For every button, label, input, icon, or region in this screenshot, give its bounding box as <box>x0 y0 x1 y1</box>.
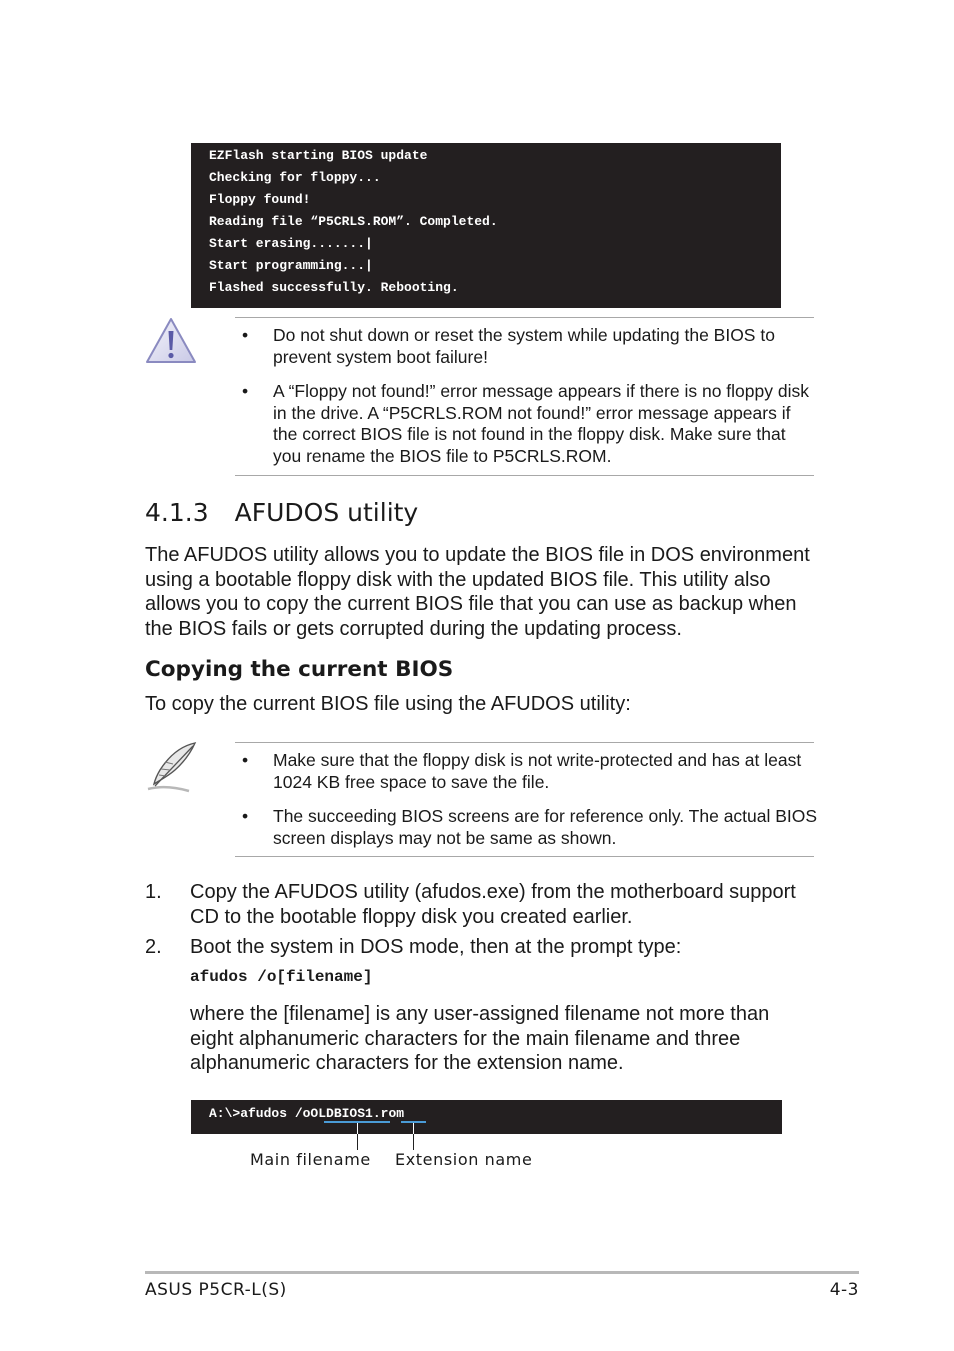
console-line: Checking for floppy... <box>209 170 381 185</box>
page-number: 4-3 <box>829 1280 859 1300</box>
extension-segment: rom <box>380 1106 405 1121</box>
filename-explanation: where the [filename] is any user-assigned filename not more than eight alphanumeric characters for the main filename and three alphanumeric characters for the extension name. <box>190 1003 770 1074</box>
command-prefix: A:\>afudos /o <box>209 1106 311 1121</box>
main-filename-label: Main filename <box>250 1150 371 1169</box>
command-text: afudos /o[filename] <box>190 968 373 986</box>
feather-pen-icon <box>145 740 199 794</box>
console-line: Reading file “P5CRLS.ROM”. Completed. <box>209 214 498 229</box>
step-text: Copy the AFUDOS utility (afudos.exe) from the motherboard support CD to the bootable floppy disk you created earlier. <box>190 881 796 928</box>
main-filename-segment: OLDBIOS1 <box>310 1106 373 1121</box>
bullet-dot: • <box>242 806 249 826</box>
section-intro: The AFUDOS utility allows you to update the BIOS file in DOS environment using a bootable floppy disk with the updated BIOS file. This utility also allows you to copy the current BIOS file that you can use as backup when the BIOS fails or gets corrupted during the updating process. <box>145 544 810 640</box>
subsection-lead: To copy the current BIOS file using the AFUDOS utility: <box>145 693 631 715</box>
caution-text: Do not shut down or reset the system while updating the BIOS to prevent system boot failure! <box>273 325 775 367</box>
step-number: 1. <box>145 881 162 903</box>
console-command-box <box>191 1100 782 1134</box>
section-title: AFUDOS utility <box>234 498 419 527</box>
warning-triangle-icon <box>145 317 197 365</box>
note-text: Make sure that the floppy disk is not write-protected and has at least 1024 KB free space to save the file. <box>273 750 802 792</box>
dot-separator: . <box>372 1106 381 1121</box>
bullet-dot: • <box>242 325 249 345</box>
bullet-dot: • <box>242 381 249 401</box>
caution-text: A “Floppy not found!” error message appears if there is no floppy disk in the drive. A “P5CRLS.ROM not found!” error message appears if the correct BIOS file is not found in the floppy disk. Make sure that you rename the BIOS file to P5CRLS.ROM. <box>273 381 809 466</box>
step-text: Boot the system in DOS mode, then at the prompt type: <box>190 936 682 958</box>
extension-pointer <box>413 1134 414 1150</box>
main-filename-pointer <box>357 1134 358 1150</box>
console-line: EZFlash starting BIOS update <box>209 148 428 163</box>
console-output-box <box>191 143 781 308</box>
note-top-rule <box>235 742 814 743</box>
console-line: Flashed successfully. Rebooting. <box>209 280 459 295</box>
console-line: Start programming...| <box>209 258 373 273</box>
bullet-dot: • <box>242 750 249 770</box>
subsection-heading: Copying the current BIOS <box>145 657 454 682</box>
section-heading <box>145 498 418 527</box>
caution-bottom-rule <box>235 475 814 476</box>
main-filename-pointer <box>357 1123 358 1134</box>
footer-rule <box>145 1271 859 1274</box>
note-text: The succeeding BIOS screens are for reference only. The actual BIOS screen displays may not be same as shown. <box>273 806 818 848</box>
step-number: 2. <box>145 936 162 958</box>
console-command-line <box>209 1106 404 1121</box>
extension-name-label: Extension name <box>395 1150 533 1169</box>
extension-pointer <box>413 1123 414 1134</box>
caution-top-rule <box>235 317 814 318</box>
console-line: Start erasing.......| <box>209 236 373 251</box>
section-number: 4.1.3 <box>145 498 209 527</box>
note-bottom-rule <box>235 856 814 857</box>
console-line: Floppy found! <box>209 192 311 207</box>
footer-product-name: ASUS P5CR-L(S) <box>145 1280 287 1300</box>
